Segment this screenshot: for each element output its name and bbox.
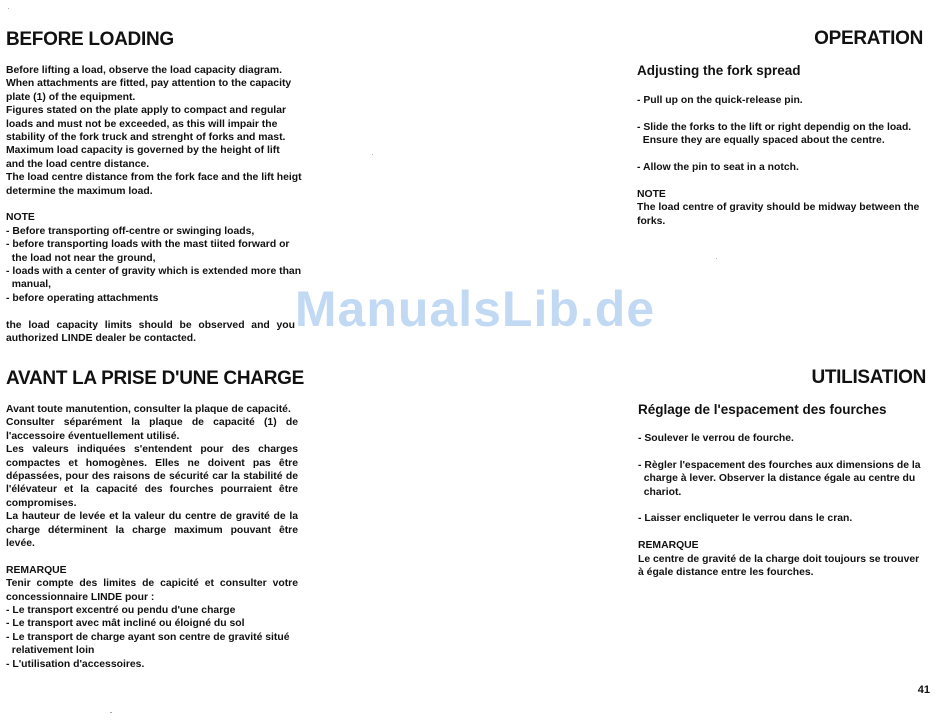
scan-speck (8, 8, 9, 9)
subheading-fork-spread: Adjusting the fork spread (637, 63, 801, 78)
note-line: - L'utilisation d'accessoires. (6, 658, 145, 670)
note-line: - before transporting loads with the mast tiited forward or (6, 239, 290, 251)
step-line: Ensure they are equally spaced about the centre. (637, 135, 885, 147)
text-line: Consulter séparément la plaque de capacité (1) de (6, 417, 298, 429)
note-line: - before operating attachments (6, 292, 159, 304)
note-line: - Le transport avec mât incliné ou éloigné du sol (6, 618, 245, 630)
text-line: compromises. (6, 497, 77, 509)
text-line: charge déterminent la charge maximum pouvant être (6, 524, 298, 536)
closing-line: authorized LINDE dealer be contacted. (6, 333, 196, 345)
note-line: - Le transport excentré ou pendu d'une charge (6, 605, 236, 617)
text-line: Les valeurs indiquées s'entendent pour des charges (6, 444, 298, 456)
text-line: determine the maximum load. (6, 185, 153, 197)
step-line: charge à lever. Observer la distance égale au centre du (638, 473, 916, 485)
step-line: - Laisser encliqueter le verrou dans le cran. (638, 513, 853, 525)
text-line: The load centre distance from the fork face and the lift heigt (6, 172, 302, 184)
note-label: NOTE (637, 188, 666, 200)
page-number: 41 (917, 684, 930, 696)
closing-line: the load capacity limits should be observed and you (6, 319, 295, 331)
step-line: - Slide the forks to the lift or right dependig on the load. (637, 121, 912, 133)
note-line: concessionnaire LINDE pour : (6, 591, 155, 603)
note-line: - Before transporting off-centre or swinging loads, (6, 225, 255, 237)
text-line: Figures stated on the plate apply to compact and regular (6, 105, 287, 117)
text-line: l'élévateur et la capacité des fourches pourraient être (6, 484, 298, 496)
text-line: plate (1) of the equipment. (6, 91, 136, 103)
text-line: Avant toute manutention, consulter la plaque de capacité. (6, 404, 291, 415)
note-label: REMARQUE (638, 540, 699, 552)
note-line: The load centre of gravity should be midway between the (637, 202, 920, 214)
text-line: stability of the fork truck and strenght of forks and mast. (6, 132, 286, 144)
watermark: ManualsLib.de (294, 281, 656, 337)
fork-spread-steps (637, 94, 932, 228)
text-line: Maximum load capacity is governed by the height of lift (6, 145, 280, 157)
text-line: levée. (6, 538, 35, 550)
step-line: - Pull up on the quick-release pin. (637, 95, 803, 106)
text-line: When attachments are fitted, pay attention to the capacity (6, 78, 292, 90)
note-line: - Le transport de charge ayant son centre de gravité situé (6, 631, 290, 643)
note-label: REMARQUE (6, 564, 67, 576)
step-line: - Soulever le verrou de fourche. (638, 433, 794, 444)
step-line: chariot. (638, 486, 682, 498)
text-line: loads and must not be exceeded, as this will impair the (6, 118, 278, 130)
note-label: NOTE (6, 212, 35, 224)
text-line: Before lifting a load, observe the load capacity diagram. (6, 65, 283, 76)
heading-utilisation: UTILISATION (811, 367, 926, 388)
espacement-steps (638, 432, 933, 579)
note-line: à égale distance entre les fourches. (638, 567, 814, 579)
text-line: dépassées, pour des raisons de sécurité car la stabilité de (6, 471, 298, 483)
text-line: and the load centre distance. (6, 158, 150, 170)
note-line: - loads with a center of gravity which is extended more than (6, 266, 302, 278)
heading-operation: OPERATION (814, 28, 923, 49)
note-line: manual, (6, 279, 52, 291)
note-line: relativement loin (6, 645, 95, 657)
text-line: l'accessoire éventuellement utilisé. (6, 430, 180, 442)
subheading-espacement-fourches: Réglage de l'espacement des fourches (638, 402, 887, 417)
text-line: La hauteur de levée et la valeur du centre de gravité de la (6, 511, 298, 523)
avant-prise-text (6, 403, 298, 671)
step-line: - Allow the pin to seat in a notch. (637, 162, 799, 173)
text-line: compactes et homogènes. Elles ne doivent pas être (6, 457, 298, 469)
note-line: forks. (637, 215, 666, 227)
scan-speck (716, 258, 717, 259)
scan-speck (372, 154, 373, 155)
note-line: Tenir compte des limites de capicité et consulter votre (6, 578, 298, 590)
heading-avant-prise-charge: AVANT LA PRISE D'UNE CHARGE (6, 368, 304, 389)
note-line: the load not near the ground, (6, 252, 156, 264)
heading-before-loading: BEFORE LOADING (6, 29, 174, 50)
note-line: Le centre de gravité de la charge doit toujours se trouver (638, 553, 920, 565)
step-line: - Règler l'espacement des fourches aux dimensions de la (638, 459, 921, 471)
scan-speck (110, 712, 112, 713)
